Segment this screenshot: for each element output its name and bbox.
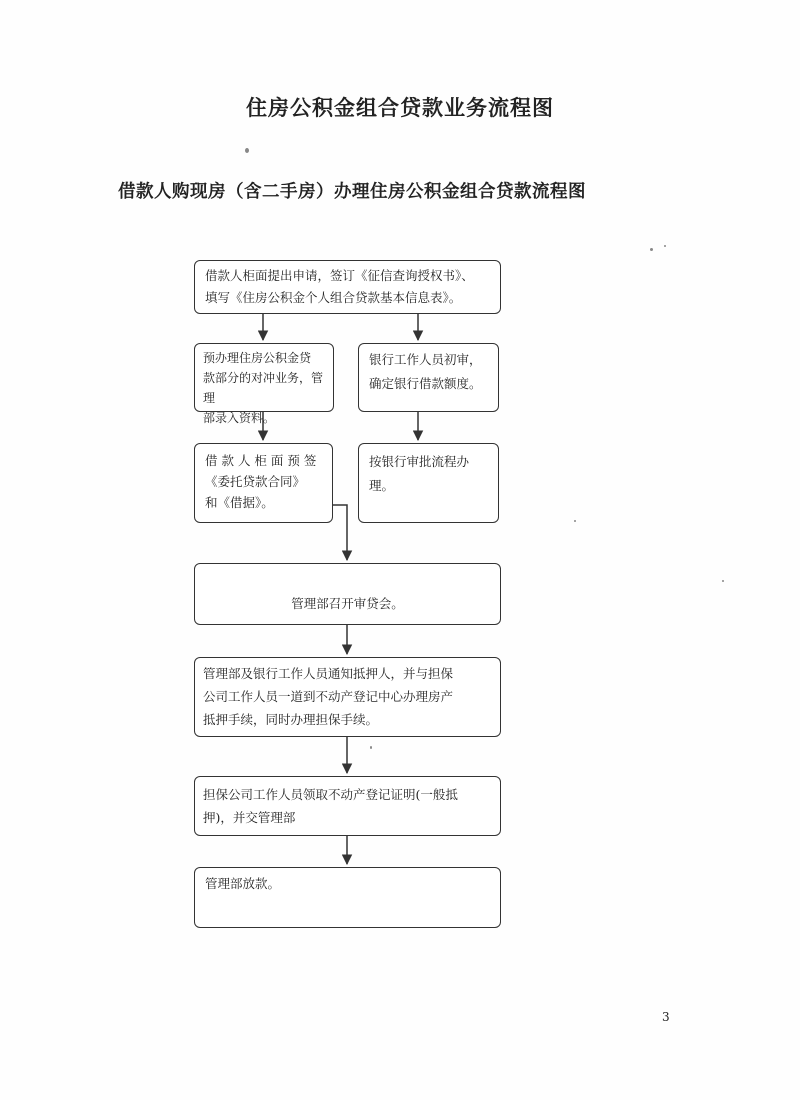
scan-speck (370, 746, 372, 749)
page-number: 3 (662, 1010, 670, 1024)
step-pre-process (194, 343, 334, 425)
scan-speck (245, 148, 249, 153)
step-pre-sign (194, 443, 333, 523)
scan-speck (650, 248, 653, 251)
step-disbursement-text: 管理部放款。 (205, 876, 281, 891)
step-pre-sign-text: 借 款 人 柜 面 预 签 《委托贷款合同》 和《借据》。 (205, 453, 317, 510)
step-bank-approval-text: 按银行审批流程办 理。 (369, 454, 470, 493)
step-apply (194, 260, 501, 314)
step-mortgage (194, 657, 501, 737)
step-review-meeting-text: 管理部召开审贷会。 (291, 596, 404, 611)
step-disbursement (194, 867, 501, 928)
step-pre-process-text: 预办理住房公积金贷 款部分的对冲业务，管理 部录入资料。 (203, 351, 324, 425)
step-apply-text: 借款人柜面提出申请，签订《征信查询授权书》、 填写《住房公积金个人组合贷款基本信息表》。 (205, 268, 474, 305)
step-certificate (194, 776, 501, 836)
step-bank-approval (358, 443, 499, 523)
scan-speck (574, 520, 576, 522)
scan-speck (722, 580, 724, 582)
step-mortgage-text: 管理部及银行工作人员通知抵押人，并与担保 公司工作人员一道到不动产登记中心办理房产 抵押手续，同时办理担保手续。 (203, 666, 454, 727)
document-title: 住房公积金组合贷款业务流程图 (246, 95, 554, 120)
step-bank-initial-review-text: 银行工作人员初审， 确定银行借款额度。 (369, 352, 482, 391)
scan-speck (664, 245, 666, 247)
step-certificate-text: 担保公司工作人员领取不动产登记证明(一般抵 押)，并交管理部 (203, 787, 458, 825)
arrow-presign-to-meeting (333, 505, 347, 560)
step-review-meeting (194, 563, 501, 625)
flowchart-subtitle: 借款人购现房（含二手房）办理住房公积金组合贷款流程图 (118, 182, 586, 202)
step-bank-initial-review (358, 343, 499, 412)
